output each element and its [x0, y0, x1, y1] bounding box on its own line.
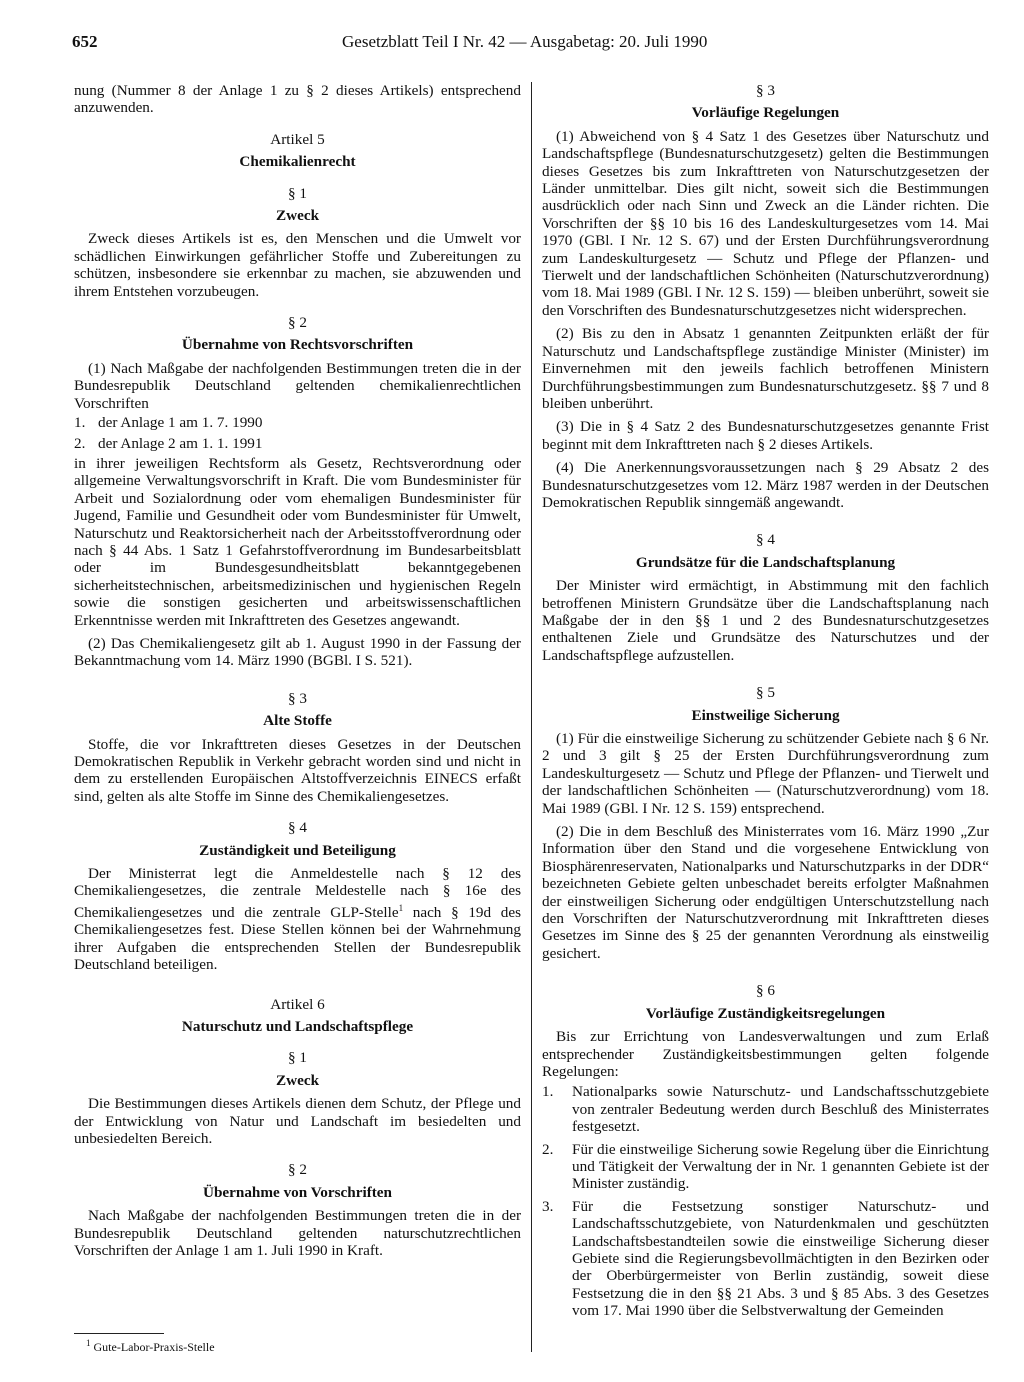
paragraph: (4) Die Anerkennungsvoraussetzungen nach § 29 Absatz 2 des Bundesnaturschutzgesetzes vom 12. März 1987 werden in der Deutschen Demokratischen Republik sinngemäß angewandt. [542, 459, 989, 511]
footnote-text: Gute-Labor-Praxis-Stelle [93, 1340, 215, 1354]
art5-s1-heading [74, 185, 521, 225]
gazette-title: Gesetzblatt Teil I Nr. 42 — Ausgabetag: 20. Juli 1990 [342, 32, 708, 51]
section-title: Alte Stoffe [263, 712, 332, 730]
list-item: 2. der Anlage 2 am 1. 1. 1991 [74, 434, 263, 452]
section-text: Die Bestimmungen dieses Artikels dienen dem Schutz, der Pflege und der Entwicklung von Natur und Landschaft im besiedelten und unbesiedelten Bereich. [74, 1095, 521, 1147]
right-column [542, 82, 989, 1325]
section-title: Übernahme von Rechtsvorschriften [181, 336, 414, 354]
section-title: Vorläufige Zuständigkeitsregelungen [645, 1004, 886, 1022]
art5-s3-heading [74, 690, 521, 730]
section-number: § 1 [288, 1049, 307, 1067]
article-5-heading [74, 131, 521, 171]
footnote-rule [74, 1333, 164, 1334]
section-text: Nach Maßgabe der nachfolgenden Bestimmungen treten die in der Bundesrepublik Deutschland geltenden naturschutzrechtlichen Vorschriften der Anlage 1 am 1. Juli 1990 in Kraft. [74, 1207, 521, 1259]
art6-s2-heading [74, 1161, 521, 1201]
section-text: Stoffe, die vor Inkrafttreten dieses Gesetzes in der Deutschen Demokratischen Republik in Verkehr gebracht worden sind und nicht in dem zu erstellenden Europäischen Altstoffverzeichnis EINECS erfaßt sind, gelten als alte Stoffe im Sinne des Chemikaliengesetzes. [74, 735, 521, 805]
footnote [86, 1338, 215, 1355]
section-title: Übernahme von Vorschriften [203, 1183, 392, 1201]
paragraph: Bis zur Errichtung von Landesverwaltungen und zum Erlaß entsprechender Zuständigkeitsbestimmungen gelten folgende Regelungen: [542, 1028, 989, 1080]
section-number: § 2 [288, 1161, 307, 1179]
list-item: 1. Nationalparks sowie Naturschutz- und Landschaftsschutzgebiete von zentraler Bedeutung werden durch Beschluß des Ministerrates festgesetzt. [542, 1083, 989, 1136]
section-title: Vorläufige Regelungen [691, 104, 840, 122]
art5-s4-heading [74, 819, 521, 859]
left-column [74, 82, 521, 1265]
article-6-title: Naturschutz und Landschaftspflege [181, 1017, 414, 1035]
art6-s5-heading [542, 684, 989, 724]
section-title: Zweck [275, 1071, 320, 1089]
section-number: § 6 [756, 982, 775, 1000]
list-item: 2. Für die einstweilige Sicherung sowie Regelung über die Einrichtung und Tätigkeit der Verwaltung der in Nr. 1 genannten Gebiete ist der Minister zuständig. [542, 1140, 989, 1193]
section-number: § 3 [756, 82, 775, 99]
section-title: Zuständigkeit und Beteiligung [199, 841, 396, 859]
section-title: Zweck [275, 207, 320, 225]
page-number: 652 [72, 32, 98, 51]
section-text: Zweck dieses Artikels ist es, den Menschen und die Umwelt vor schädlichen Einwirkungen gefährlicher Stoffe und Zubereitungen zu schützen, insbesondere sie erkennbar zu machen, sie abzuwenden und ihrem Entstehen vorzubeugen. [74, 230, 521, 300]
article-6-heading [74, 996, 521, 1036]
column-divider [531, 82, 532, 1352]
section-number: § 5 [756, 684, 775, 702]
art6-s6-heading [542, 982, 989, 1022]
art6-s3-heading [542, 82, 989, 122]
section-number: § 3 [288, 689, 307, 707]
art5-s2-heading [74, 314, 521, 354]
section-text: Der Ministerrat legt die Anmeldestelle nach § 12 des Chemikaliengesetzes, die zentrale Meldestelle nach § 16e des Chemikaliengesetzes und die zentrale GLP-Stelle$^1$ nach § 19d des Chemikaliengesetzes fest. Diese Stellen können bei der Wahrnehmung ihrer Aufgaben die entsprechenden Stellen der Bundesrepublik Deutschland beteiligen. [74, 865, 522, 974]
footnote-ref: 1 [398, 902, 404, 913]
section-number: § 4 [288, 819, 307, 837]
section-number: § 4 [756, 531, 775, 549]
article-5-label: Artikel 5 [270, 130, 325, 148]
paragraph: (2) Die in dem Beschluß des Ministerrates vom 16. März 1990 „Zur Information über den Stand und die vorgesehene Entwicklung von Biosphärenreservaten, Nationalparks und Naturschutzparks in der DDR“ bezeichneten Gebiete gelten unbeschadet bereits erfolgter Maßnahmen der einstweiligen Sicherung oder endgültigen Unterschutzstellung nach den Vorschriften der Naturschutzverordnung mit Inkrafttreten dieses Gesetzes im Sinne des § 25 der genannten Verordnung als einstweilig gesichert. [542, 823, 989, 962]
art6-s1-heading [74, 1049, 521, 1089]
section-title: Einstweilige Sicherung [691, 706, 840, 724]
paragraph: (1) Nach Maßgabe der nachfolgenden Bestimmungen treten die in der Bundesrepublik Deutschland geltenden chemikalienrechtlichen Vorschriften [74, 359, 521, 412]
section-title: Grundsätze für die Landschaftsplanung [635, 553, 896, 571]
paragraph: (1) Für die einstweilige Sicherung zu schützender Gebiete nach § 6 Nr. 2 und 3 gilt § 25 der Ersten Durchführungsverordnung zum Landeskulturgesetz — Schutz und Pflege der Pflanzen- und Tierwelt und der landschaftlichen Schönheiten — (Naturschutzverordnung) vom 18. Mai 1989 (GBl. I Nr. 12 S. 159) entsprechend. [542, 730, 989, 817]
page-header [72, 32, 992, 56]
numbered-list [74, 414, 521, 452]
article-6-label: Artikel 6 [270, 995, 325, 1013]
list-item: 1. der Anlage 1 am 1. 7. 1990 [74, 414, 263, 432]
intro-text: nung (Nummer 8 der Anlage 1 zu § 2 dieses Artikels) entsprechend anzuwenden. [74, 82, 521, 117]
art6-s4-heading [542, 531, 989, 571]
list-item: 3. Für die Festsetzung sonstiger Naturschutz- und Landschaftsschutzgebiete, von Naturdenkmalen und geschützten Landschaftsbestandteilen sowie die einstweilige Sicherung dieser Gebiete sind die Regierungsbevollmächtigten in den Bezirken oder der Oberbürgermeister von Berlin zuständig, soweit diese Festsetzung die in den §§ 21 Abs. 3 und § 85 Abs. 3 des Gesetzes vom 17. Mai 1990 über die Selbstverwaltung der Gemeinden [542, 1197, 989, 1320]
paragraph: in ihrer jeweiligen Rechtsform als Gesetz, Rechtsverordnung oder allgemeine Verwaltungsvorschrift in Kraft. Die vom Bundesminister für Arbeit und Sozialordnung oder vom ehemaligen Bundesminister für Jugend, Familie und Gesundheit oder vom Bundesminister für Umwelt, Naturschutz und Reaktorsicherheit nach der Arbeitsstoffverordnung oder nach § 44 Abs. 1 Satz 1 Gefahrstoffverordnung im Bundesarbeitsblatt oder im Bundesgesundheitsblatt bekanntgegebenen sicherheitstechnischen, arbeitsmedizinischen und hygienischen Regeln sowie die sonstigen gesicherten und arbeitswissenschaftlichen Erkenntnisse werden mit Inkrafttreten des Gesetzes angewandt. [74, 454, 521, 629]
numbered-list [542, 1083, 989, 1319]
paragraph: (2) Bis zu den in Absatz 1 genannten Zeitpunkten erläßt der für Naturschutz und Landschaftspflege zuständige Minister (Minister) im Einvernehmen mit den jeweils fachlich betroffenen Ministern Durchführungsbestimmungen zum Bundesnaturschutzgesetz. §§ 7 und 8 bleiben unberührt. [542, 325, 989, 412]
paragraph: (3) Die in § 4 Satz 2 des Bundesnaturschutzgesetzes genannte Frist beginnt mit dem Inkrafttreten nach § 2 dieses Artikels. [542, 418, 989, 453]
paragraph: (2) Das Chemikaliengesetz gilt ab 1. August 1990 in der Fassung der Bekanntmachung vom 14. März 1990 (BGBl. I S. 521). [74, 634, 521, 670]
paragraph: (1) Abweichend von § 4 Satz 1 des Gesetzes über Naturschutz und Landschaftspflege (Bundesnaturschutzgesetz) gelten die Bestimmungen dieses Gesetzes bis zum Inkrafttreten von Naturschutzgesetzen der Länder unmittelbar. Dies gilt nicht, soweit sich die Bestimmungen ausdrücklich oder nach Sinn und Zweck an die Länder richten. Die Vorschriften der §§ 10 bis 16 des Landeskulturgesetzes vom 14. Mai 1970 (GBl. I Nr. 12 S. 67) und der Ersten Durchführungsverordnung zum Landeskulturgesetz — Schutz und Pflege der Pflanzen- und Tierwelt und der landschaftlichen Schönheiten (Naturschutzverordnung) vom 18. Mai 1989 (GBl. I Nr. 12 S. 159) — bleiben unberührt, soweit sie den Vorschriften des Bundesnaturschutzgesetzes nicht widersprechen. [542, 127, 989, 319]
section-number: § 1 [288, 184, 307, 202]
section-text: Der Minister wird ermächtigt, in Abstimmung mit den fachlich betroffenen Ministern Grundsätze über die Landschaftsplanung nach Maßgabe der in den §§ 1 und 2 des Bundesnaturschutzgesetzes enthaltenen Ziele und Grundsätze des Naturschutzes und der Landschaftspflege aufzustellen. [542, 577, 989, 664]
footnote-mark: 1 [86, 1338, 91, 1348]
article-5-title: Chemikalienrecht [239, 153, 356, 171]
section-number: § 2 [288, 314, 307, 332]
